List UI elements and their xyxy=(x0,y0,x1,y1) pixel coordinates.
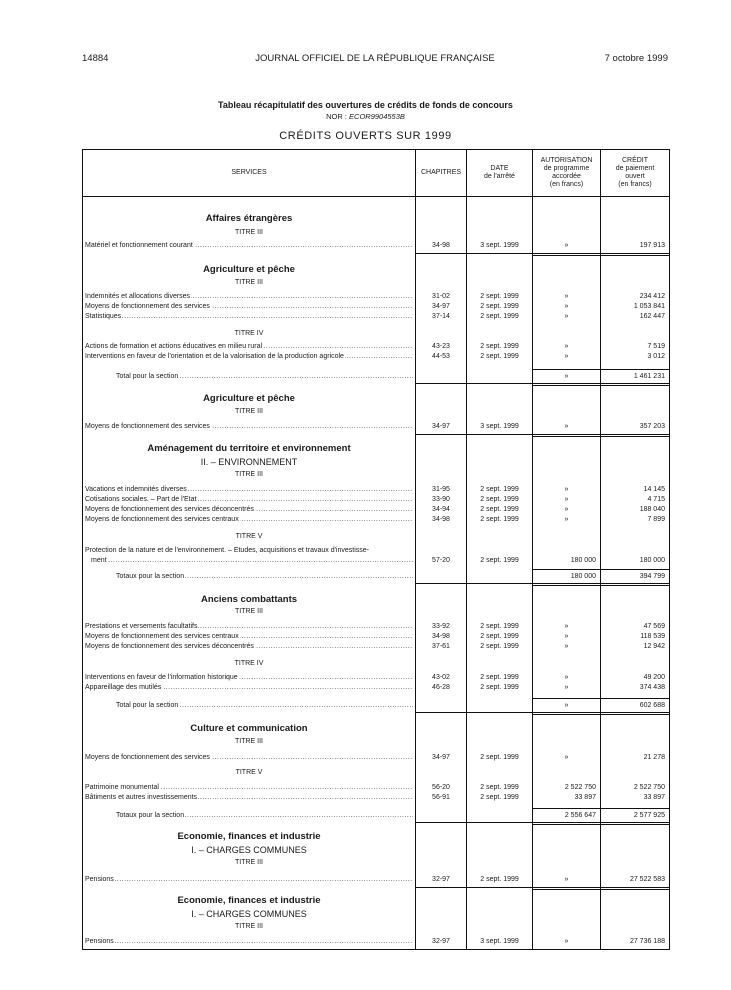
row-date: 2 sept. 1999 xyxy=(480,623,519,630)
row-label: Bâtiments et autres investissements xyxy=(85,794,198,801)
row-date: 2 sept. 1999 xyxy=(480,643,519,650)
row-date: 2 sept. 1999 xyxy=(480,684,519,691)
journal-title: JOURNAL OFFICIEL DE LA RÉPUBLIQUE FRANÇAISE xyxy=(255,53,495,64)
section-rule xyxy=(415,583,669,584)
nor-label: NOR : xyxy=(326,112,347,121)
row-date: 3 sept. 1999 xyxy=(480,938,519,945)
table-row xyxy=(83,312,669,322)
row-autorisation: » xyxy=(564,486,569,493)
table-row xyxy=(83,505,669,515)
table-row xyxy=(83,783,669,793)
row-date: 2 sept. 1999 xyxy=(480,506,519,513)
row-credit: 3 012 xyxy=(647,353,665,360)
row-date: 3 sept. 1999 xyxy=(480,423,519,430)
titre-heading: TITRE V xyxy=(235,769,263,776)
titre-heading: TITRE III xyxy=(235,738,263,745)
row-chapitre: 34-94 xyxy=(432,506,450,513)
row-chapitre: 56-91 xyxy=(432,794,450,801)
table-row xyxy=(83,342,669,352)
section-rule xyxy=(532,436,669,437)
total-rule xyxy=(532,808,669,809)
row-date: 2 sept. 1999 xyxy=(480,313,519,320)
table-row xyxy=(83,485,669,495)
table-row xyxy=(83,241,669,251)
row-credit: 7 519 xyxy=(647,343,665,350)
total-label: Totaux pour la section xyxy=(116,812,185,819)
titre-heading: TITRE IV xyxy=(234,660,264,667)
total-row xyxy=(83,372,669,382)
row-date: 2 sept. 1999 xyxy=(480,496,519,503)
table-row xyxy=(83,515,669,525)
titre-heading: TITRE III xyxy=(235,408,263,415)
credits-table xyxy=(82,149,670,950)
table-row xyxy=(83,622,669,632)
row-credit: 1 053 841 xyxy=(633,303,665,310)
row-chapitre: 34-97 xyxy=(432,423,450,430)
row-autorisation: » xyxy=(564,343,569,350)
column-header-services: SERVICES xyxy=(231,169,267,176)
issue-date: 7 octobre 1999 xyxy=(604,53,668,64)
row-credit: 374 438 xyxy=(639,684,665,691)
row-chapitre: 46-28 xyxy=(432,684,450,691)
column-divider xyxy=(532,150,533,949)
column-divider xyxy=(466,150,467,949)
table-row xyxy=(83,673,669,683)
row-label: Pensions xyxy=(85,938,114,945)
row-chapitre: 32-97 xyxy=(432,876,450,883)
row-date: 2 sept. 1999 xyxy=(480,516,519,523)
page-number: 14884 xyxy=(82,53,109,64)
subsection-heading: II. – ENVIRONNEMENT xyxy=(200,457,298,467)
row-label: Patrimoine monumental xyxy=(85,784,159,791)
row-credit: 118 539 xyxy=(640,633,665,640)
row-label: Prestations et versements facultatifs xyxy=(85,623,198,630)
row-label: Interventions en faveur de l'orientation et de la valorisation de la production agricole xyxy=(85,353,344,360)
table-row xyxy=(83,793,669,803)
row-date: 2 sept. 1999 xyxy=(480,784,519,791)
row-label: Moyens de fonctionnement des services xyxy=(85,423,210,430)
table-row xyxy=(83,495,669,505)
row-date: 2 sept. 1999 xyxy=(480,293,519,300)
section-heading: Affaires étrangères xyxy=(205,213,293,224)
total-rule xyxy=(532,698,669,699)
section-heading: Economie, finances et industrie xyxy=(177,831,321,842)
table-row xyxy=(83,422,669,432)
titre-heading: TITRE III xyxy=(235,279,263,286)
column-divider xyxy=(600,150,601,949)
row-label: Interventions en faveur de l'information historique xyxy=(85,674,238,681)
row-date: 2 sept. 1999 xyxy=(480,486,519,493)
row-label: Vacations et indemnités diverses xyxy=(85,486,187,493)
total-row xyxy=(83,701,669,711)
row-chapitre: 43-23 xyxy=(432,343,450,350)
subsection-heading: I. – CHARGES COMMUNES xyxy=(191,909,307,919)
row-label: Cotisations sociales. – Part de l'Etat xyxy=(85,496,197,503)
row-date: 2 sept. 1999 xyxy=(480,353,519,360)
row-credit: 47 569 xyxy=(643,623,665,630)
total-label: Totaux pour la section xyxy=(116,573,185,580)
row-chapitre: 34-97 xyxy=(432,754,450,761)
row-chapitre: 34-98 xyxy=(432,633,450,640)
row-label: Pensions xyxy=(85,876,114,883)
row-label: Moyens de fonctionnement des services centraux xyxy=(85,516,239,523)
column-header-credit: CRÉDIT de paiement ouvert (en francs) xyxy=(615,157,655,188)
section-rule xyxy=(415,822,669,823)
table-row xyxy=(83,753,669,763)
subsection-heading: I. – CHARGES COMMUNES xyxy=(191,845,307,855)
row-label: ment xyxy=(91,557,107,564)
row-chapitre: 57-20 xyxy=(432,557,450,564)
total-autorisation: » xyxy=(564,702,569,709)
section-rule xyxy=(532,385,669,386)
row-date: 2 sept. 1999 xyxy=(480,303,519,310)
section-rule xyxy=(532,714,669,715)
row-credit: 12 942 xyxy=(643,643,665,650)
total-autorisation: » xyxy=(564,373,569,380)
row-autorisation: » xyxy=(564,684,569,691)
row-chapitre: 56-20 xyxy=(432,784,450,791)
row-date: 2 sept. 1999 xyxy=(480,794,519,801)
total-credit: 2 577 925 xyxy=(633,812,665,819)
row-autorisation: » xyxy=(564,516,569,523)
column-divider xyxy=(415,150,416,949)
row-autorisation: » xyxy=(564,674,569,681)
row-credit: 49 200 xyxy=(643,674,665,681)
titre-heading: TITRE V xyxy=(235,533,263,540)
column-header-date: DATE de l'arrêté xyxy=(484,165,515,180)
total-rule xyxy=(532,569,669,570)
row-date: 3 sept. 1999 xyxy=(480,242,519,249)
column-header-autorisation: AUTORISATION de programme accordée (en francs) xyxy=(540,157,593,188)
row-autorisation: » xyxy=(564,313,569,320)
main-title: CRÉDITS OUVERTS SUR 1999 xyxy=(279,130,452,142)
row-credit: 162 447 xyxy=(639,313,665,320)
titre-heading: TITRE IV xyxy=(234,330,264,337)
table-row xyxy=(83,642,669,652)
row-credit: 21 278 xyxy=(643,754,665,761)
row-autorisation: » xyxy=(564,876,569,883)
row-autorisation: » xyxy=(564,242,569,249)
total-autorisation: 180 000 xyxy=(570,573,596,580)
document-title: Tableau récapitulatif des ouvertures de crédits de fonds de concours xyxy=(218,100,513,110)
titre-heading: TITRE III xyxy=(235,608,263,615)
row-credit: 197 913 xyxy=(639,242,665,249)
titre-heading: TITRE III xyxy=(235,229,263,236)
page-header xyxy=(82,53,668,67)
row-credit: 180 000 xyxy=(639,557,665,564)
row-date: 2 sept. 1999 xyxy=(480,343,519,350)
section-heading: Agriculture et pêche xyxy=(203,393,295,404)
section-rule xyxy=(415,887,669,888)
section-rule xyxy=(415,253,669,254)
section-heading: Aménagement du territoire et environnement xyxy=(147,443,351,454)
row-label: Moyens de fonctionnement des services centraux xyxy=(85,633,239,640)
row-credit: 234 412 xyxy=(639,293,665,300)
column-header-chapitres: CHAPITRES xyxy=(420,169,462,176)
row-label: Moyens de fonctionnement des services déconcentrés xyxy=(85,506,254,513)
row-autorisation: » xyxy=(564,303,569,310)
row-autorisation: » xyxy=(564,293,569,300)
table-row xyxy=(83,632,669,642)
row-credit: 188 040 xyxy=(639,506,665,513)
row-label: Moyens de fonctionnement des services déconcentrés xyxy=(85,643,254,650)
row-label: Matériel et fonctionnement courant xyxy=(85,242,193,249)
section-heading: Agriculture et pêche xyxy=(203,264,295,275)
total-label: Total pour la section xyxy=(116,373,179,380)
row-label: Appareillage des mutilés xyxy=(85,684,162,691)
row-chapitre: 34-98 xyxy=(432,242,450,249)
total-autorisation: 2 556 647 xyxy=(564,812,596,819)
row-credit: 2 522 750 xyxy=(633,784,665,791)
row-credit: 27 522 583 xyxy=(629,876,665,883)
table-row xyxy=(83,302,669,312)
section-rule xyxy=(415,383,669,384)
row-autorisation: 180 000 xyxy=(570,557,596,564)
row-chapitre: 44-53 xyxy=(432,353,450,360)
row-autorisation: » xyxy=(564,353,569,360)
table-row xyxy=(83,556,669,566)
nor-reference xyxy=(0,112,731,121)
total-credit: 1 461 231 xyxy=(633,373,665,380)
nor-code: ECOR9904553B xyxy=(349,112,405,121)
row-label: Actions de formation et actions éducatives en milieu rural xyxy=(85,343,263,350)
section-rule xyxy=(532,255,669,256)
section-heading: Culture et communication xyxy=(190,723,308,734)
row-label: Moyens de fonctionnement des services xyxy=(85,754,210,761)
row-autorisation: » xyxy=(564,506,569,513)
section-heading: Anciens combattants xyxy=(200,594,298,605)
row-date: 2 sept. 1999 xyxy=(480,754,519,761)
row-chapitre: 33-90 xyxy=(432,496,450,503)
row-chapitre: 31-95 xyxy=(432,486,450,493)
row-autorisation: » xyxy=(564,938,569,945)
table-row xyxy=(83,683,669,693)
total-row xyxy=(83,811,669,821)
row-label: Moyens de fonctionnement des services xyxy=(85,303,210,310)
row-autorisation: » xyxy=(564,423,569,430)
row-autorisation: » xyxy=(564,633,569,640)
row-autorisation: 33 897 xyxy=(574,794,596,801)
row-date: 2 sept. 1999 xyxy=(480,557,519,564)
row-chapitre: 33-92 xyxy=(432,623,450,630)
row-label: Indemnités et allocations diverses xyxy=(85,293,191,300)
row-credit: 27 736 188 xyxy=(629,938,665,945)
row-credit: 4 715 xyxy=(647,496,665,503)
row-label: Statistiques xyxy=(85,313,122,320)
section-heading: Economie, finances et industrie xyxy=(177,895,321,906)
row-date: 2 sept. 1999 xyxy=(480,876,519,883)
section-rule xyxy=(532,889,669,890)
table-row xyxy=(83,937,669,947)
total-credit: 602 688 xyxy=(639,702,665,709)
row-credit: 14 145 xyxy=(643,486,665,493)
row-label-line: Protection de la nature et de l'environnement. – Etudes, acquisitions et travaux d'investisse- xyxy=(85,547,369,554)
total-label: Total pour la section xyxy=(116,702,179,709)
titre-heading: TITRE III xyxy=(235,471,263,478)
row-date: 2 sept. 1999 xyxy=(480,674,519,681)
total-rule xyxy=(532,369,669,370)
row-date: 2 sept. 1999 xyxy=(480,633,519,640)
titre-heading: TITRE III xyxy=(235,859,263,866)
section-rule xyxy=(415,712,669,713)
row-chapitre: 34-97 xyxy=(432,303,450,310)
table-row xyxy=(83,352,669,362)
row-chapitre: 31-02 xyxy=(432,293,450,300)
section-rule xyxy=(532,585,669,586)
table-row xyxy=(83,292,669,302)
row-autorisation: 2 522 750 xyxy=(564,784,596,791)
row-chapitre: 37-14 xyxy=(432,313,450,320)
row-chapitre: 37-61 xyxy=(432,643,450,650)
row-credit: 33 897 xyxy=(643,794,665,801)
total-row xyxy=(83,572,669,582)
row-autorisation: » xyxy=(564,496,569,503)
row-chapitre: 32-97 xyxy=(432,938,450,945)
row-autorisation: » xyxy=(564,643,569,650)
section-rule xyxy=(532,824,669,825)
header-rule xyxy=(83,196,669,197)
row-chapitre: 34-98 xyxy=(432,516,450,523)
total-credit: 394 799 xyxy=(639,573,665,580)
titre-heading: TITRE III xyxy=(235,923,263,930)
section-rule xyxy=(415,434,669,435)
table-row xyxy=(83,875,669,885)
row-credit: 357 203 xyxy=(639,423,665,430)
row-credit: 7 899 xyxy=(647,516,665,523)
row-autorisation: » xyxy=(564,623,569,630)
row-autorisation: » xyxy=(564,754,569,761)
row-chapitre: 43-02 xyxy=(432,674,450,681)
